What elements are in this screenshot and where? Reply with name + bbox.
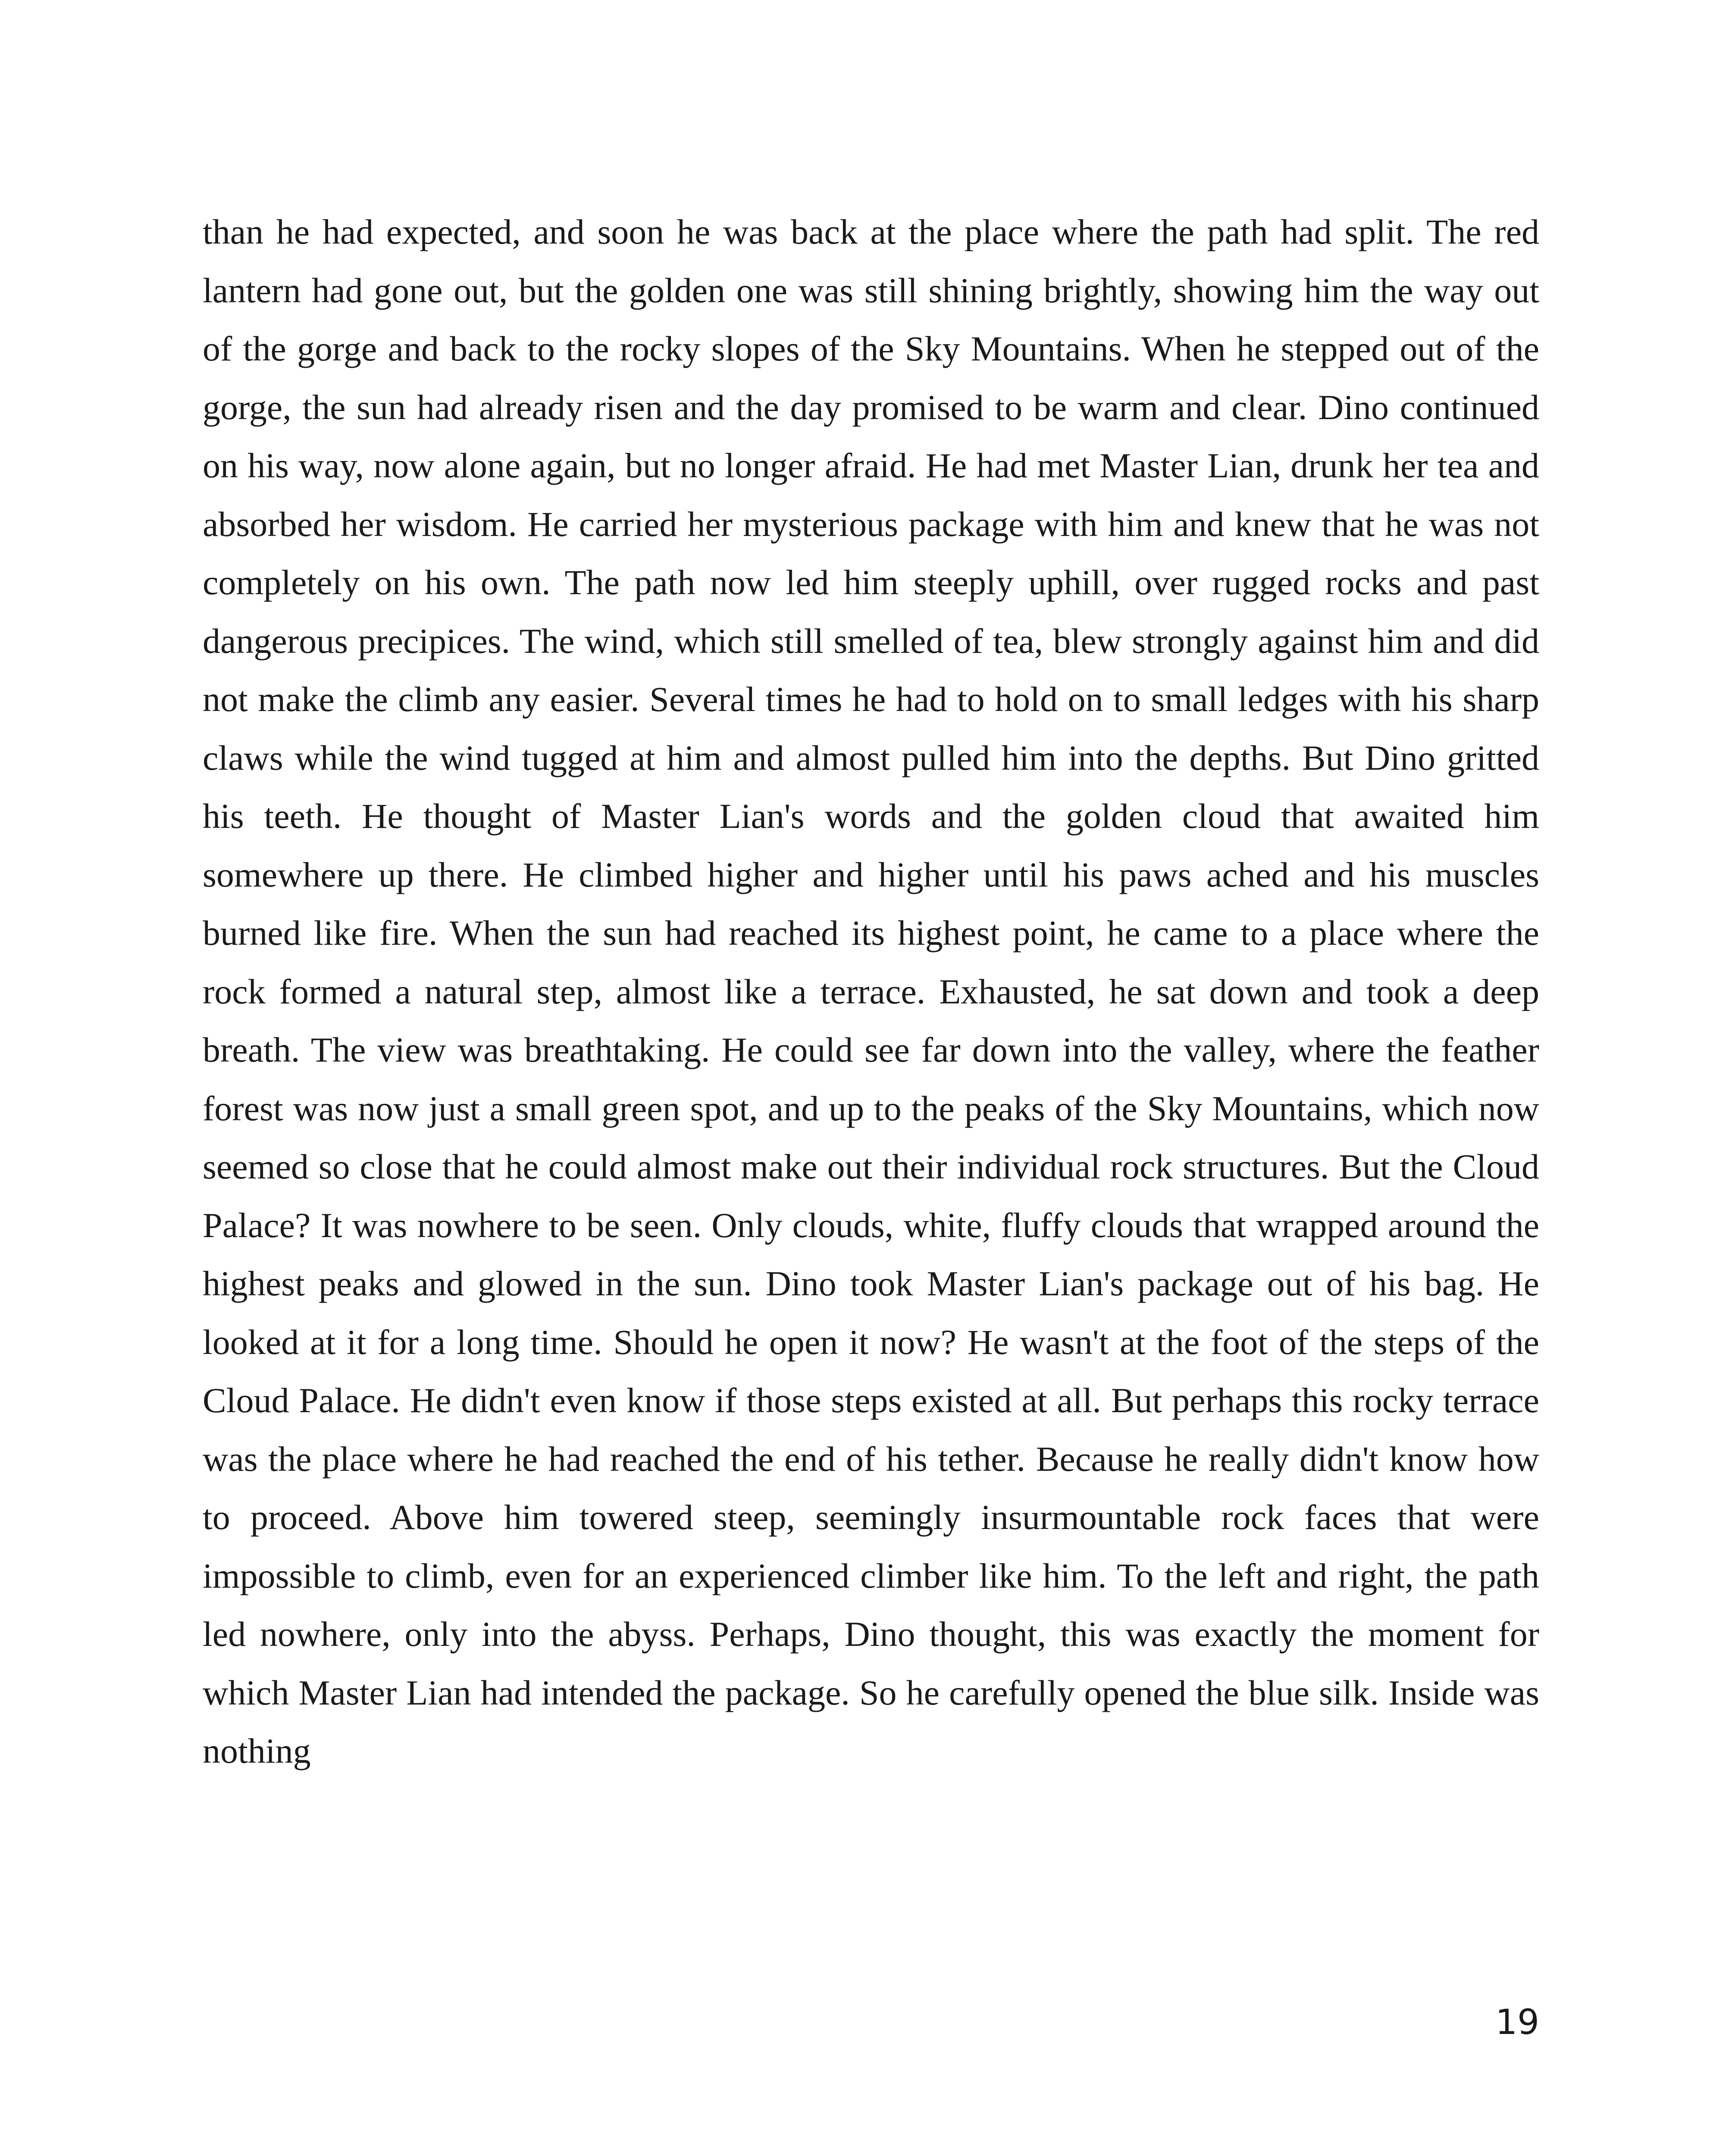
page-number: 19 [1495,2002,1539,2042]
body-paragraph: than he had expected, and soon he was back at the place where the path had split. The red lantern had gone out, but the golden one was still shining brightly, showing him the way out of the gorge and back to the rocky slopes of the Sky Mountains. When he stepped out of the gorge, the sun had already risen and the day promised to be warm and clear. Dino continued on his way, now alone again, but no longer afraid. He had met Master Lian, drunk her tea and absorbed her wisdom. He carried her mysterious package with him and knew that he was not completely on his own. The path now led him steeply uphill, over rugged rocks and past dangerous precipices. The wind, which still smelled of tea, blew strongly against him and did not make the climb any easier. Several times he had to hold on to small ledges with his sharp claws while the wind tugged at him and almost pulled him into the depths. But Dino gritted his teeth. He thought of Master Lian's words and the golden cloud that awaited him somewhere up there. He climbed higher and higher until his paws ached and his muscles burned like fire. When the sun had reached its highest point, he came to a place where the rock formed a natural step, almost like a terrace. Exhausted, he sat down and took a deep breath. The view was breathtaking. He could see far down into the valley, where the feather forest was now just a small green spot, and up to the peaks of the Sky Mountains, which now seemed so close that he could almost make out their individual rock structures. But the Cloud Palace? It was nowhere to be seen. Only clouds, white, fluffy clouds that wrapped around the highest peaks and glowed in the sun. Dino took Master Lian's package out of his bag. He looked at it for a long time. Should he open it now? He wasn't at the foot of the steps of the Cloud Palace. He didn't even know if those steps existed at all. But perhaps this rocky terrace was the place where he had reached the end of his tether. Because he really didn't know how to proceed. Above him towered steep, seemingly insurmountable rock faces that were impossible to climb, even for an experienced climber like him. To the left and right, the path led nowhere, only into the abyss. Perhaps, Dino thought, this was exactly the moment for which Master Lian had intended the package. So he carefully opened the blue silk. Inside was nothing [203,212,1539,1771]
